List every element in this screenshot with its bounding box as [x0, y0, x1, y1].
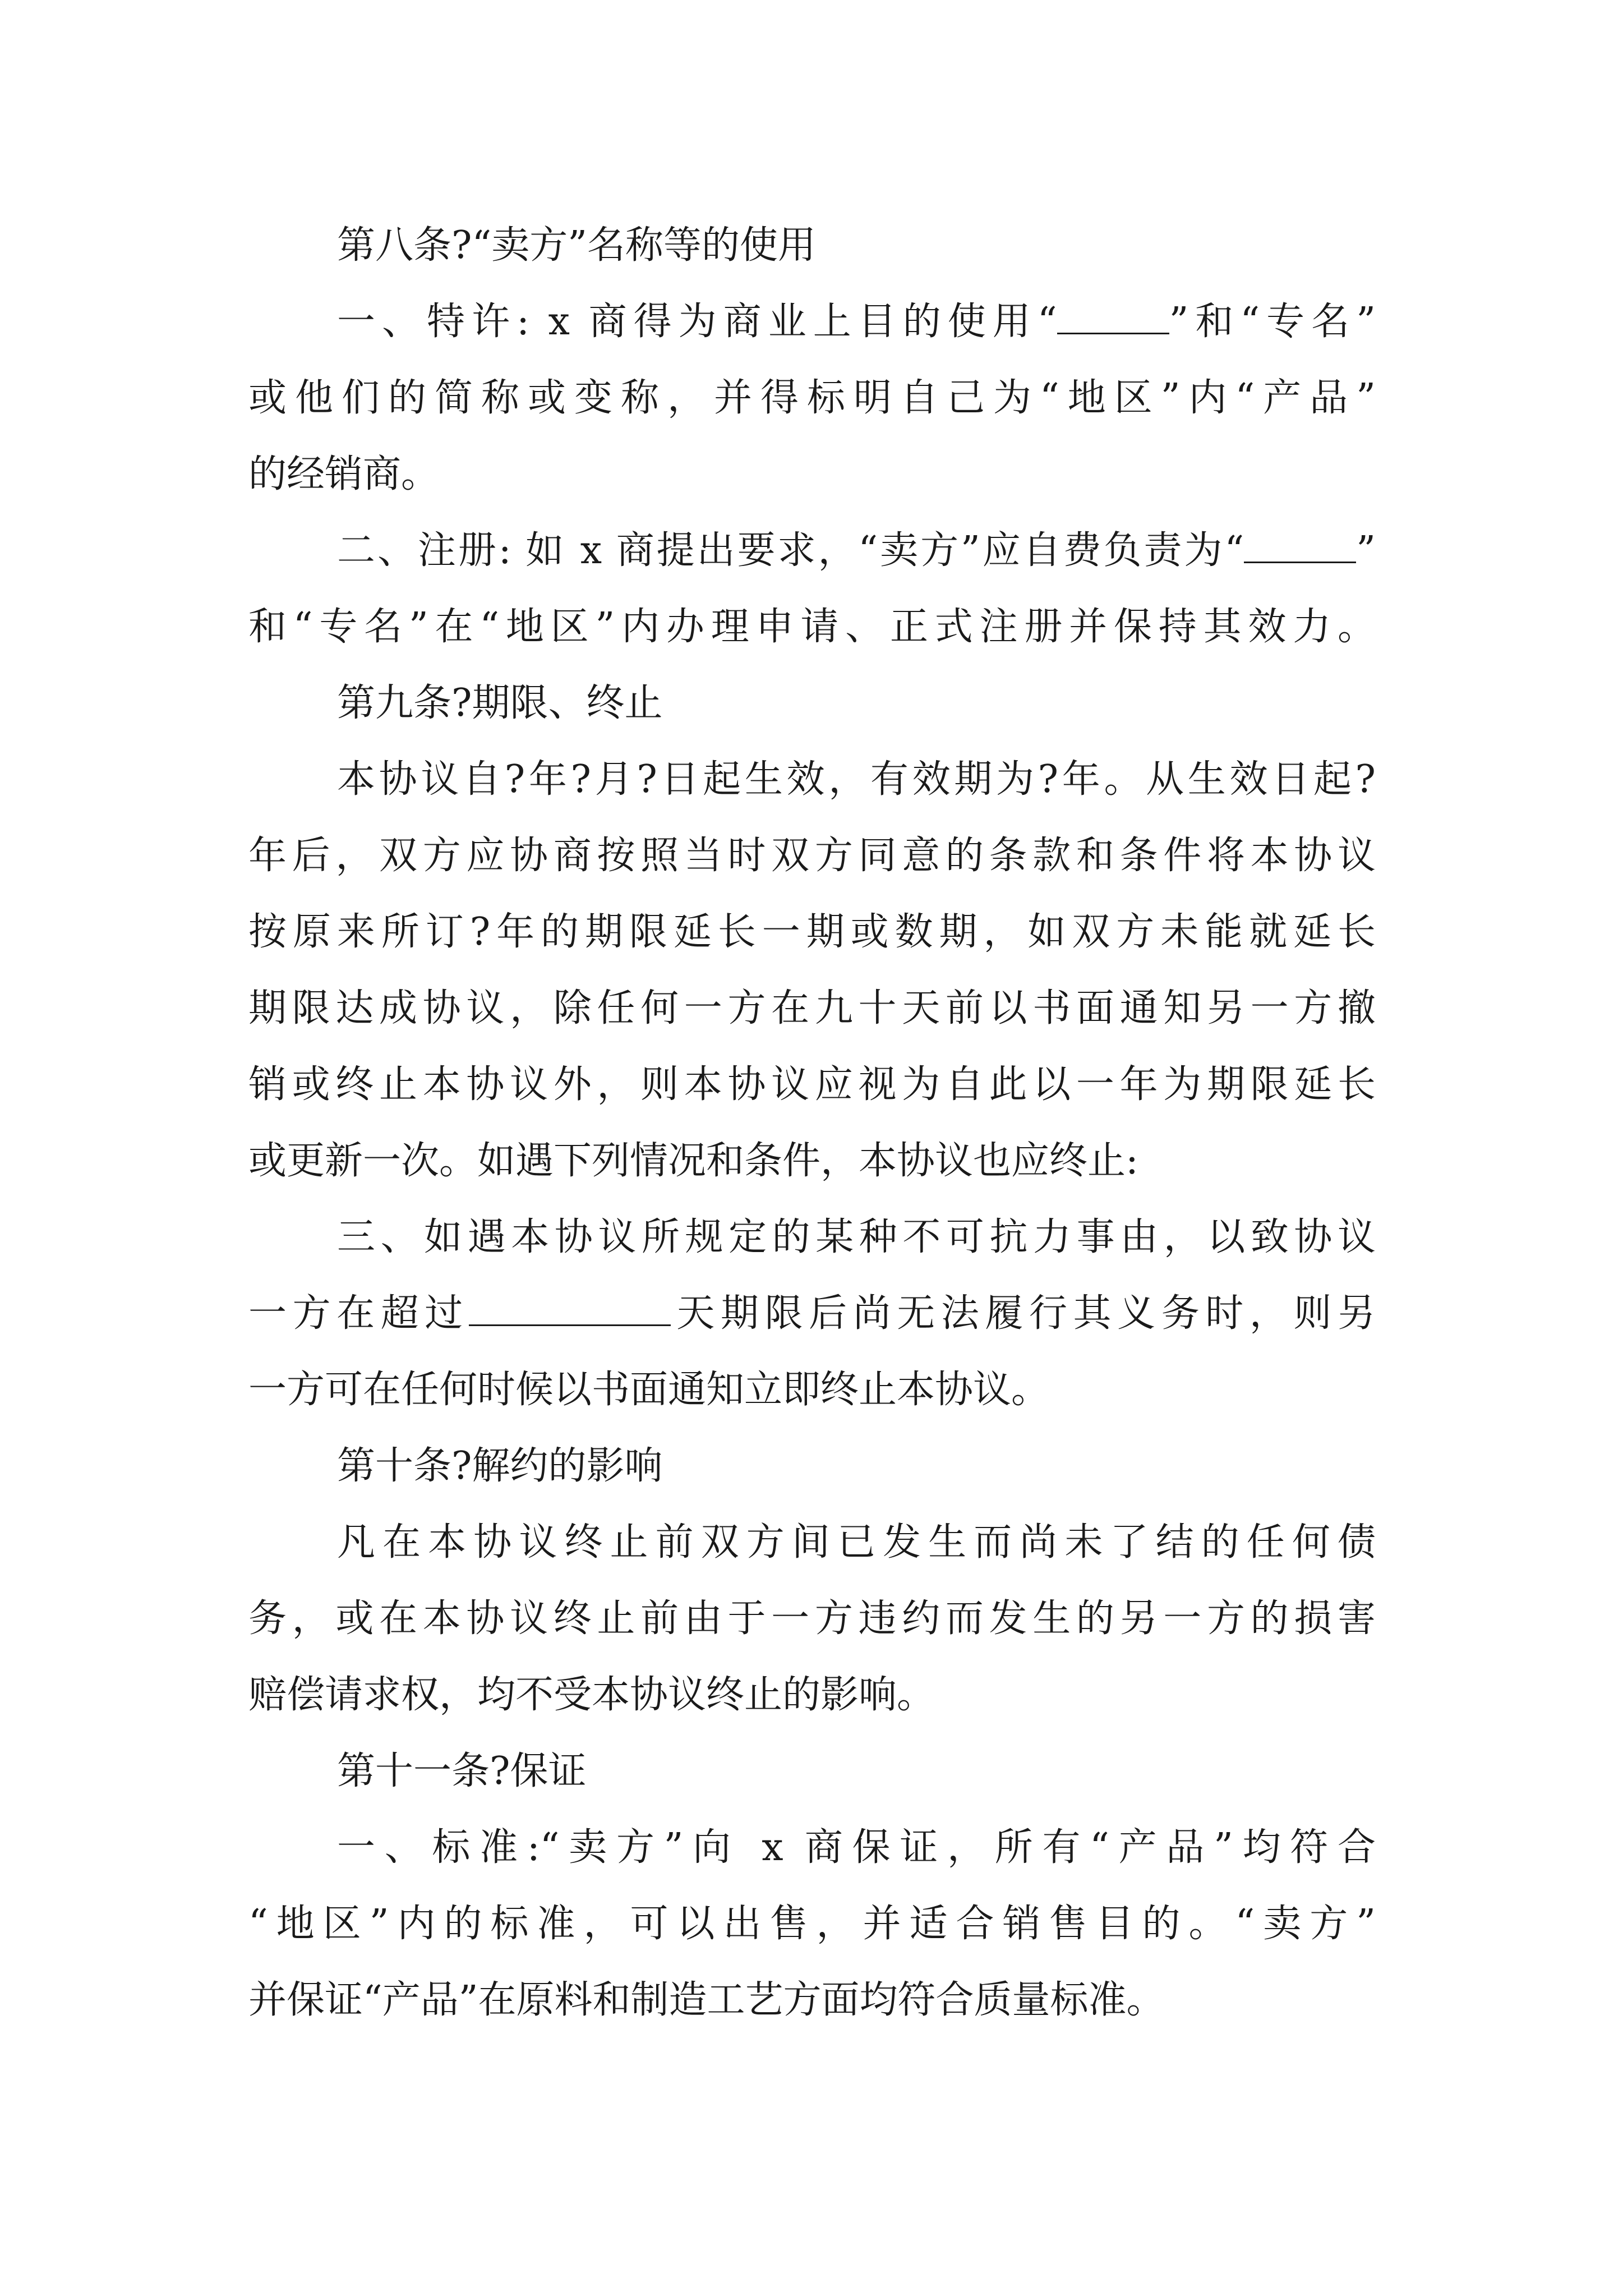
document-body: [248, 208, 1376, 2039]
article-10-paragraph-line-1: 凡在本协议终止前双方间已发生而尚未了结的任何债: [337, 1520, 1376, 1565]
article-8-clause-2-line-2: 和“专名”在“地区”内办理申请、正式注册并保持其效力。: [248, 605, 1376, 649]
article-9-paragraph-line-2: 年后，双方应协商按照当时双方同意的条款和条件将本协议: [248, 834, 1376, 878]
clause-text: ”: [1356, 528, 1376, 573]
article-9-clause-3-line-2: [248, 1276, 1376, 1352]
article-11-clause-1-line-3: 并保证“产品”在原料和制造工艺方面均符合质量标准。: [248, 1978, 1165, 2022]
clause-text: 二、注册: 如 x 商提出要求，“卖方”应自费负责为“: [337, 528, 1244, 573]
article-10-heading: 第十条?解约的影响: [337, 1444, 663, 1488]
fill-in-blank: [1244, 528, 1356, 563]
clause-text: 天期限后尚无法履行其义务时，则另: [670, 1291, 1376, 1336]
article-9-paragraph-line-3: 按原来所订?年的期限延长一期或数期，如双方未能就延长: [248, 910, 1376, 954]
article-9-clause-3-line-3: 一方可在任何时候以书面通知立即终止本协议。: [248, 1368, 1050, 1412]
article-8-clause-2-line-1: [248, 513, 1376, 589]
clause-text: ”和“专名”: [1169, 300, 1376, 344]
article-9-paragraph-line-5: 销或终止本协议外，则本协议应视为自此以一年为期限延长: [248, 1062, 1376, 1107]
article-8-heading: 第八条?“卖方”名称等的使用: [337, 223, 816, 268]
fill-in-blank: [1057, 299, 1169, 334]
article-8-clause-1-line-1: [248, 284, 1376, 360]
article-9-paragraph-line-4: 期限达成协议，除任何一方在九十天前以书面通知另一方撤: [248, 986, 1376, 1030]
article-11-clause-1-line-2: “地区”内的标准，可以出售，并适合销售目的。“卖方”: [248, 1902, 1376, 1946]
article-9-heading: 第九条?期限、终止: [337, 681, 663, 725]
article-11-clause-1-line-1: 一、标准:“卖方”向 x 商保证，所有“产品”均符合: [337, 1825, 1376, 1870]
article-9-paragraph-line-6: 或更新一次。如遇下列情况和条件，本协议也应终止:: [248, 1139, 1138, 1183]
clause-text: 一、特许: x 商得为商业上目的使用“: [337, 300, 1057, 344]
clause-text: 一方在超过: [248, 1291, 469, 1336]
article-10-paragraph-line-3: 赔偿请求权，均不受本协议终止的影响。: [248, 1673, 935, 1717]
article-8-clause-1-line-3: 的经销商。: [248, 452, 440, 496]
article-11-heading: 第十一条?保证: [337, 1749, 587, 1793]
article-9-clause-3-line-1: 三、如遇本协议所规定的某种不可抗力事由，以致协议: [337, 1215, 1376, 1259]
article-10-paragraph-line-2: 务，或在本协议终止前由于一方违约而发生的另一方的损害: [248, 1596, 1376, 1641]
fill-in-blank: [469, 1291, 671, 1326]
article-9-paragraph-line-1: 本协议自?年?月?日起生效，有效期为?年。从生效日起?: [337, 757, 1376, 802]
article-8-clause-1-line-2: 或他们的简称或变称，并得标明自己为“地区”内“产品”: [248, 376, 1376, 420]
